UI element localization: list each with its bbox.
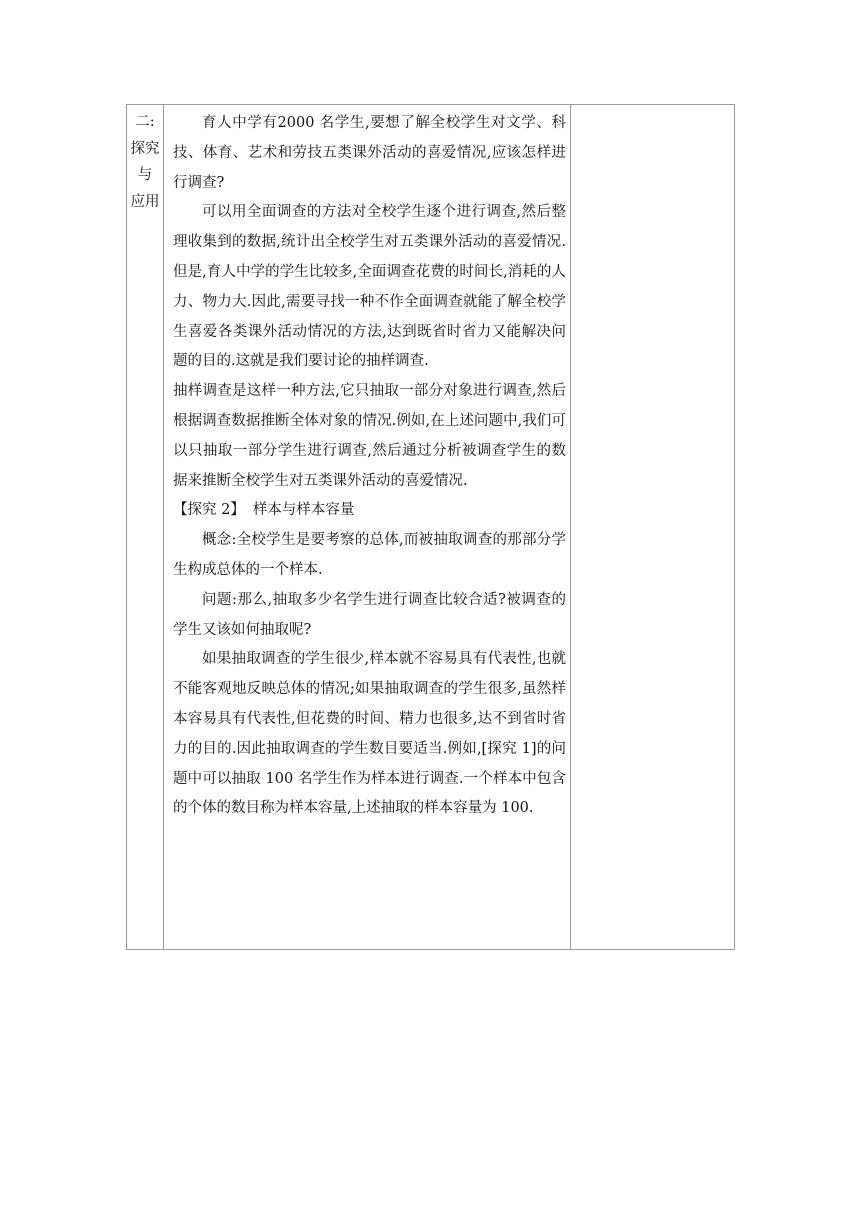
section-label-cell — [127, 105, 164, 950]
explore-2-heading — [173, 496, 566, 526]
section-label-line: 二: — [135, 114, 155, 130]
paragraph-sampling-definition: 抽样调查是这样一种方法,它只抽取一部分对象进行调查,然后根据调查数据推断全体对象的情况.例如,在上述问题中,我们可以只抽取一部分学生进行调查,然后通过分析被调查学生的数据来推断全校学生对五类课外活动的喜爱情况. — [173, 383, 566, 489]
table-row — [127, 105, 735, 950]
section-label-line: 与 — [137, 167, 153, 183]
content-cell — [164, 105, 571, 950]
paragraph-sample-size: 如果抽取调查的学生很少,样本就不容易具有代表性,也就不能客观地反映总体的情况;如果抽取调查的学生很多,虽然样本容易具有代表性,但花费的时间、精力也很多,达不到省时省力的目的.因此抽取调查的学生数目要适当.例如,[探究 1]的问题中可以抽取 100 名学生作为样本进行调查.一个样本中包含的个体的数目称为样本容量,上述抽取的样本容量为 100. — [173, 651, 566, 817]
paragraph-concept: 概念:全校学生是要考察的总体,而被抽取调查的那部分学生构成总体的一个样本. — [173, 532, 566, 578]
section-label-line: 应用 — [130, 193, 160, 210]
paragraph-problem: 问题:那么,抽取多少名学生进行调查比较合适?被调查的学生又该如何抽取呢? — [173, 591, 566, 638]
notes-cell — [571, 105, 735, 950]
paragraph-question: 育人中学有2000 名学生,要想了解全校学生对文学、科技、体育、艺术和劳技五类课外活动的喜爱情况,应该怎样进行调查? — [173, 115, 566, 191]
explore-2-tag: 【探究 2】 — [173, 502, 245, 519]
paragraph-full-survey: 可以用全面调查的方法对全校学生逐个进行调查,然后整理收集到的数据,统计出全校学生对五类课外活动的喜爱情况.但是,育人中学的学生比较多,全面调查花费的时间长,消耗的人力、物力大.因此,需要寻找一种不作全面调查就能了解全校学生喜爱各类课外活动情况的方法,达到既省时省力又能解决问题的目的.这就是我们要讨论的抽样调查. — [173, 204, 566, 370]
lesson-plan-table — [126, 104, 735, 950]
section-label-line: 探究 — [130, 140, 160, 157]
explore-2-title: 样本与样本容量 — [252, 502, 355, 519]
